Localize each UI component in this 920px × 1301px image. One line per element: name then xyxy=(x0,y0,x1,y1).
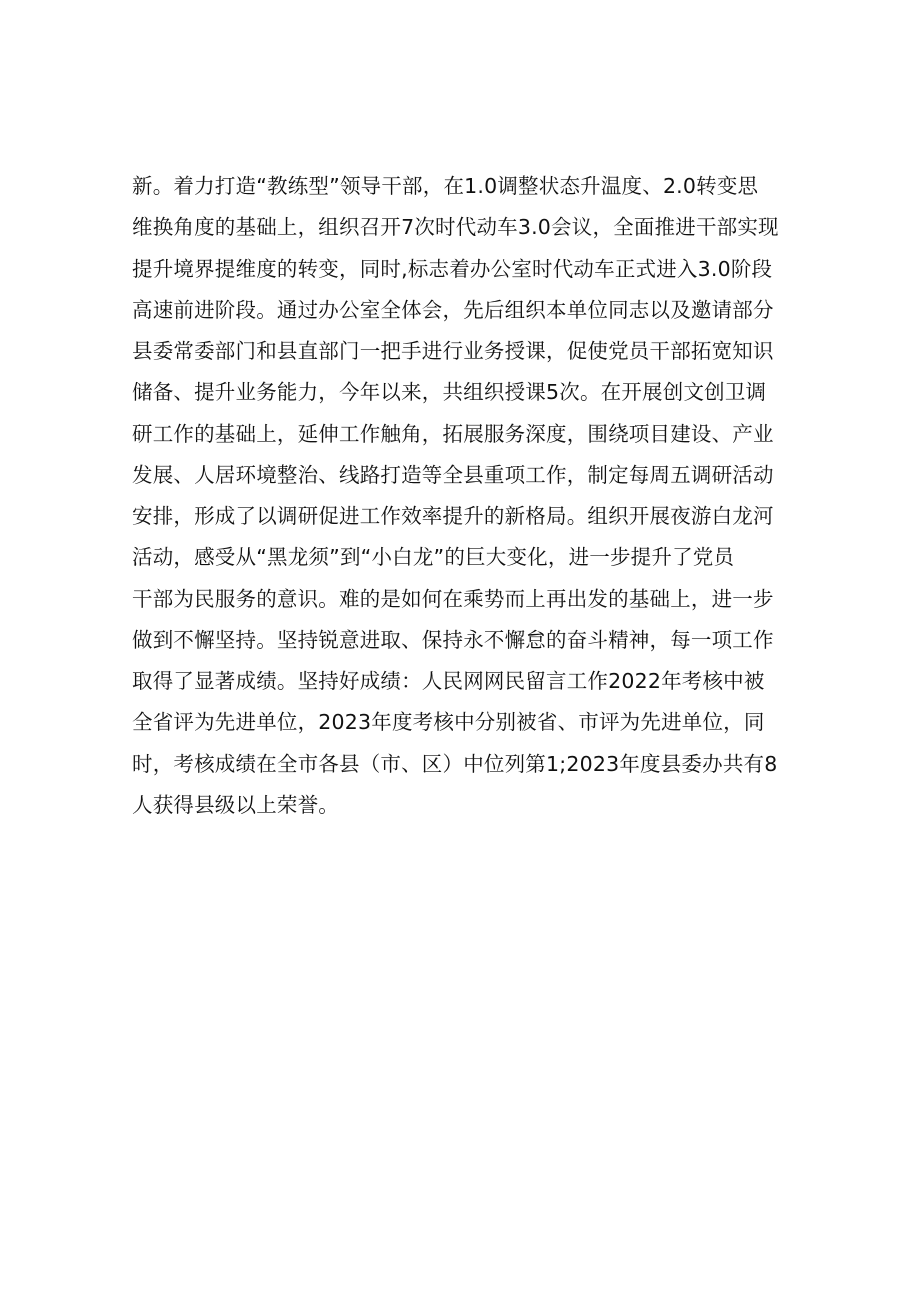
paragraph-line: 储备、提升业务能力，今年以来，共组织授课5次。在开展创文创卫调 xyxy=(132,380,767,405)
paragraph-line: 人获得县级以上荣誉。 xyxy=(132,792,339,817)
paragraph-line: 安排，形成了以调研促进工作效率提升的新格局。组织开展夜游白龙河 xyxy=(132,504,774,528)
paragraph-line: 提升境界提维度的转变，同时,标志着办公室时代动车正式进入3.0阶段 xyxy=(132,256,773,281)
paragraph-line: 活动，感受从“黑龙须”到“小白龙”的巨大变化，进一步提升了党员 xyxy=(132,545,735,570)
paragraph-line: 新。着力打造“教练型”领导干部，在1.0调整状态升温度、2.0转变思 xyxy=(132,174,759,198)
paragraph-line: 维换角度的基础上，组织召开7次时代动车3.0会议，全面推进干部实现 xyxy=(132,215,779,240)
paragraph-line: 研工作的基础上，延伸工作触角，拓展服务深度，围绕项目建设、产业 xyxy=(132,421,774,446)
paragraph-line: 做到不懈坚持。坚持锐意进取、保持永不懈怠的奋斗精神，每一项工作 xyxy=(132,627,774,652)
paragraph-line: 发展、人居环境整治、线路打造等全县重项工作，制定每周五调研活动 xyxy=(132,462,774,487)
paragraph-line: 高速前进阶段。通过办公室全体会，先后组织本单位同志以及邀请部分 xyxy=(132,297,774,322)
paragraph-line: 干部为民服务的意识。难的是如何在乘势而上再出发的基础上，进一步 xyxy=(132,586,774,611)
paragraph-line: 取得了显著成绩。坚持好成绩：人民网网民留言工作2022年考核中被 xyxy=(132,669,765,693)
paragraph-line: 时，考核成绩在全市各县（市、区）中位列第1;2023年度县委办共有8 xyxy=(132,751,778,776)
body-paragraph xyxy=(132,166,802,826)
paragraph-line: 县委常委部门和县直部门一把手进行业务授课，促使党员干部拓宽知识 xyxy=(132,339,774,363)
paragraph-line: 全省评为先进单位，2023年度考核中分别被省、市评为先进单位，同 xyxy=(132,710,765,735)
